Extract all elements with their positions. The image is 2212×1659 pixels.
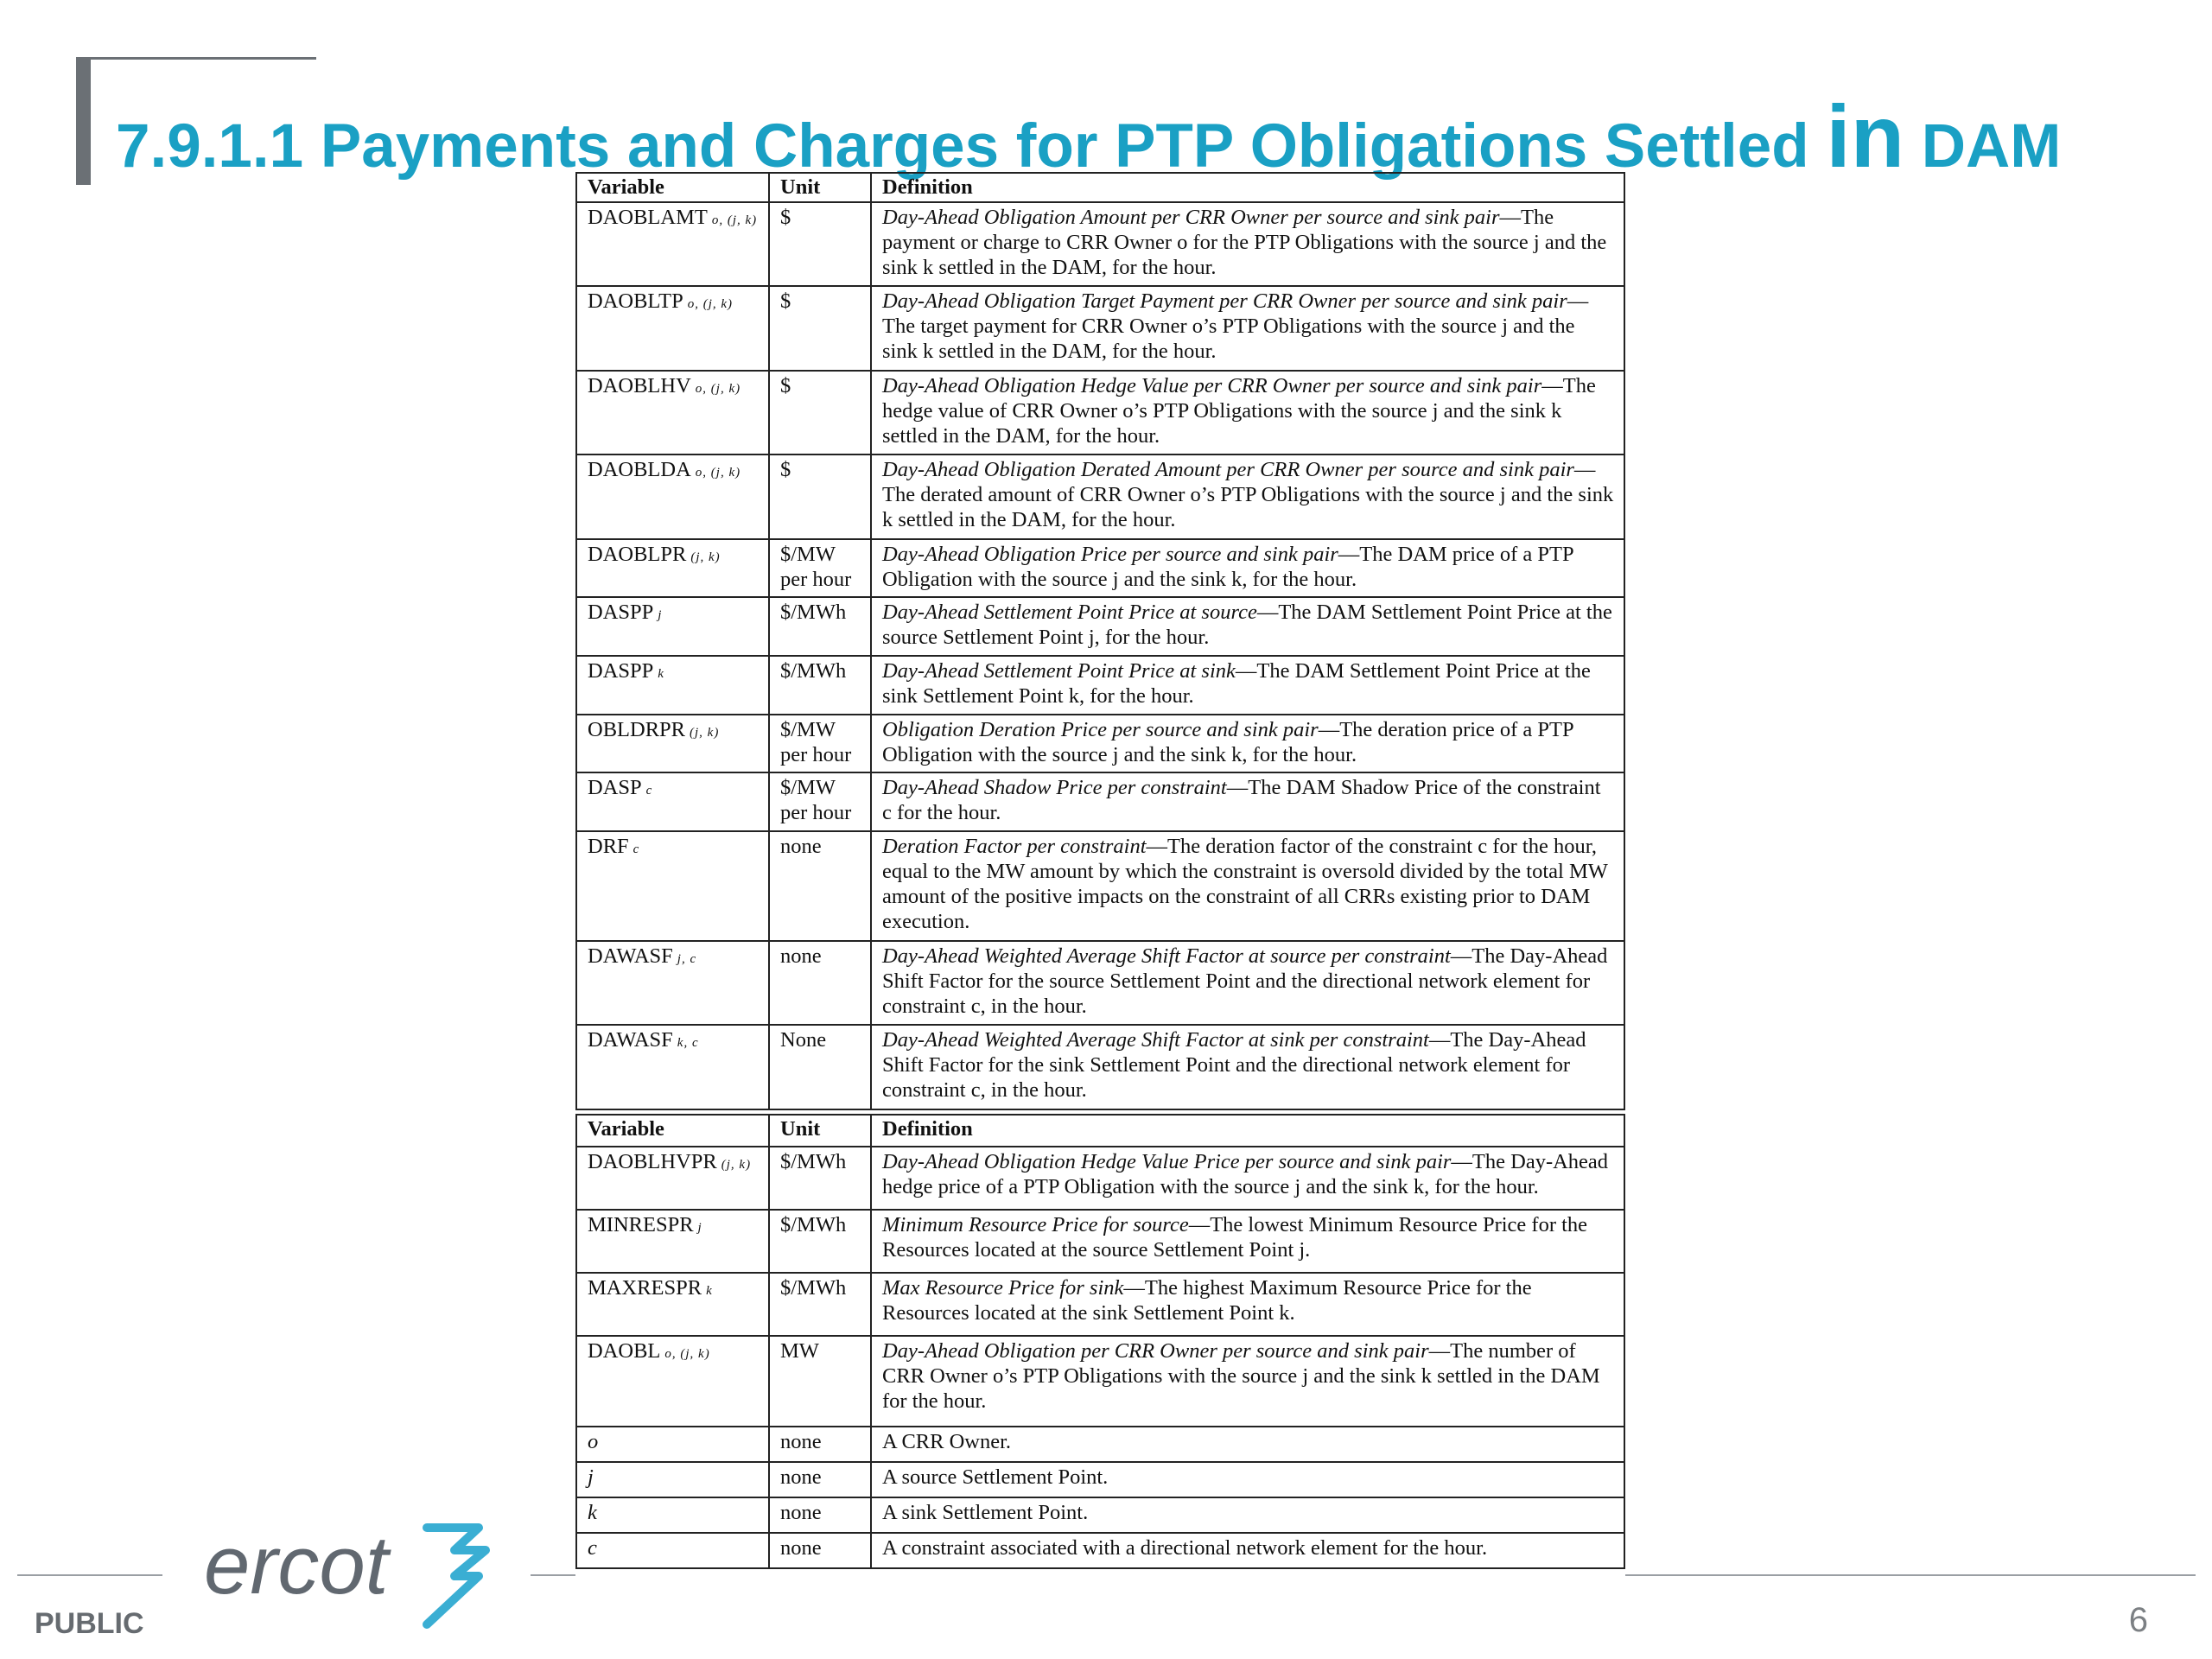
definition-cell [871,656,1624,715]
page-number: 6 [2128,1601,2148,1639]
unit-cell: $/MW per hour [769,539,871,598]
variable-subscript: j, c [677,952,697,967]
definition-cell [871,1497,1624,1533]
definition-text: —The Day-Ahead Shift Factor for the sink Settlement Point and the directional network element for constraint c, in the hour. [882,1028,1586,1103]
definition-text: —The number of CRR Owner o’s PTP Obligations with the source j and the sink k settled in the DAM for the hour. [882,1338,1600,1413]
definition-text: —The derated amount of CRR Owner o’s PTP Obligations with the source j and the sink k settled in the DAM, for the hour. [882,458,1614,532]
definition-cell [871,539,1624,598]
header-unit: Unit [769,1115,871,1147]
definition-text: —The hedge value of CRR Owner o’s PTP Obligations with the source j and the sink k settled in the DAM, for the hour. [882,373,1596,448]
title-main: 7.9.1.1 Payments and Charges for PTP Obligations Settled [116,112,1827,181]
variable-subscript: o, (j, k) [664,1346,710,1361]
unit-cell: $ [769,371,871,454]
table-row [576,1336,1624,1427]
variable-name: j [588,1465,594,1490]
definition-cell [871,1210,1624,1273]
logo-bolt-icon [427,1528,486,1624]
definition-term: Day-Ahead Shadow Price per constraint [882,776,1227,800]
definition-text: A sink Settlement Point. [882,1500,1089,1524]
variable-subscript: k [658,666,664,681]
definition-text: —The DAM Shadow Price of the constraint c for the hour. [882,776,1601,825]
footer-rule-left [17,1574,162,1576]
definition-text: —The DAM Settlement Point Price at the sink Settlement Point k, for the hour. [882,658,1591,708]
variable-cell [576,597,769,656]
variable-cell [576,772,769,831]
variable-name: DAOBL [588,1338,661,1363]
variable-cell [576,286,769,370]
footer-rule-mid [531,1574,575,1576]
table-row [576,454,1624,538]
definition-text: —The DAM price of a PTP Obligation with the source j and the sink k, for the hour. [882,542,1573,591]
variable-subscript: (j, k) [721,1157,752,1172]
variable-name: OBLDRPR [588,717,686,741]
definitions-table-1 [575,172,1625,1110]
variable-cell [576,1497,769,1533]
variable-subscript: k [706,1283,713,1298]
definition-term: Deration Factor per constraint [882,834,1147,858]
header-definition: Definition [871,173,1624,202]
definitions-table-2 [575,1114,1625,1569]
unit-cell: none [769,1462,871,1497]
variable-name: DAOBLDA [588,458,691,482]
definition-cell [871,1273,1624,1336]
definition-term: Day-Ahead Obligation Hedge Value Price per source and sink pair [882,1149,1452,1173]
table-row [576,371,1624,454]
variable-name: c [588,1535,597,1560]
variable-name: o [588,1430,599,1454]
variable-name: DRF [588,834,629,858]
variable-name: DAOBLAMT [588,205,708,229]
definition-cell [871,202,1624,286]
definition-term: Day-Ahead Obligation Amount per CRR Owner per source and sink pair [882,205,1500,229]
variable-cell [576,656,769,715]
unit-cell: none [769,1533,871,1568]
unit-cell: $/MW per hour [769,715,871,773]
variable-subscript: o, (j, k) [711,213,758,227]
variable-name: DASPP [588,658,654,683]
title-accent-bar-top [76,57,316,60]
variable-subscript: (j, k) [690,725,720,740]
unit-cell: $/MWh [769,656,871,715]
variable-subscript: c [632,842,640,856]
unit-cell: none [769,1427,871,1462]
table-row [576,1427,1624,1462]
table-row [576,1147,1624,1210]
variable-cell [576,1273,769,1336]
variable-cell [576,1147,769,1210]
table-header-row [576,173,1624,202]
definition-cell [871,1533,1624,1568]
definition-cell [871,772,1624,831]
logo-wordmark: ercot [204,1519,389,1611]
title-end: DAM [1904,112,2062,181]
variable-name: DAOBLPR [588,542,687,566]
definition-term: Minimum Resource Price for source [882,1212,1189,1236]
definition-term: Obligation Deration Price per source and sink pair [882,717,1319,741]
variable-cell [576,1210,769,1273]
definition-term: Day-Ahead Obligation Hedge Value per CRR Owner per source and sink pair [882,373,1542,397]
variable-cell [576,1336,769,1427]
ercot-logo [204,1514,498,1635]
definition-text: —The Day-Ahead Shift Factor for the source Settlement Point and the directional network element for constraint c, in the hour. [882,944,1608,1019]
table-row [576,286,1624,370]
definition-term: Max Resource Price for sink [882,1275,1124,1300]
header-definition: Definition [871,1115,1624,1147]
table-row [576,715,1624,773]
variable-subscript: o, (j, k) [695,381,741,396]
variable-cell [576,202,769,286]
unit-cell: MW [769,1336,871,1427]
unit-cell: $/MWh [769,1210,871,1273]
unit-cell: $ [769,202,871,286]
variable-subscript: (j, k) [690,550,721,564]
variable-name: MINRESPR [588,1212,694,1236]
variable-cell [576,1025,769,1109]
definition-term: Day-Ahead Settlement Point Price at sink [882,658,1236,683]
variable-name: DASPP [588,601,654,625]
variable-name: k [588,1500,597,1524]
title-in: in [1826,87,1905,186]
variable-subscript: j [658,608,663,623]
definition-text: —The deration factor of the constraint c for the hour, equal to the MW amount by which the constraint is oversold divided by the total MW amount of the positive impacts on the constraint of all CRRs existing prior to DAM execution. [882,834,1608,933]
variable-cell [576,454,769,538]
table-row [576,1533,1624,1568]
definition-term: Day-Ahead Weighted Average Shift Factor at sink per constraint [882,1028,1429,1052]
table-row [576,941,1624,1025]
unit-cell: none [769,941,871,1025]
definition-text: —The target payment for CRR Owner o’s PTP Obligations with the source j and the sink k settled in the DAM, for the hour. [882,289,1589,364]
definition-text: —The Day-Ahead hedge price of a PTP Obligation with the source j and the sink k, for the hour. [882,1149,1609,1198]
definition-cell [871,371,1624,454]
table-row [576,772,1624,831]
table-row [576,1462,1624,1497]
variable-subscript: k, c [677,1036,699,1051]
definition-term: Day-Ahead Obligation Derated Amount per CRR Owner per source and sink pair [882,458,1574,482]
definition-text: —The highest Maximum Resource Price for the Resources located at the sink Settlement Point k. [882,1275,1532,1325]
variable-name: DAOBLTP [588,289,683,314]
definition-text: —The lowest Minimum Resource Price for the Resources located at the source Settlement Point j. [882,1212,1588,1262]
variable-cell [576,1533,769,1568]
variable-cell [576,941,769,1025]
variable-subscript: o, (j, k) [687,297,734,312]
definition-text: —The deration price of a PTP Obligation with the source j and the sink k, for the hour. [882,717,1573,766]
table-row [576,1210,1624,1273]
table-row [576,831,1624,941]
variable-subscript: j [697,1220,702,1235]
title-accent-bar-left [76,57,91,185]
unit-cell: $/MWh [769,597,871,656]
variable-name: DAWASF [588,944,673,969]
variable-cell [576,715,769,773]
variable-subscript: o, (j, k) [695,466,741,480]
definition-text: —The payment or charge to CRR Owner o for the PTP Obligations with the source j and the sink k settled in the DAM, for the hour. [882,205,1607,279]
variable-cell [576,371,769,454]
header-unit: Unit [769,173,871,202]
unit-cell: none [769,831,871,941]
definition-text: A constraint associated with a directional network element for the hour. [882,1535,1488,1560]
definition-cell [871,597,1624,656]
table-row [576,1025,1624,1109]
definition-cell [871,1462,1624,1497]
definition-term: Day-Ahead Obligation Price per source and sink pair [882,542,1338,566]
variable-cell [576,1427,769,1462]
unit-cell: $/MWh [769,1147,871,1210]
table-row [576,1497,1624,1533]
variable-name: DASP [588,776,642,800]
definition-cell [871,941,1624,1025]
definition-term: Day-Ahead Weighted Average Shift Factor at source per constraint [882,944,1451,969]
table-row [576,1273,1624,1336]
definition-cell [871,831,1624,941]
variable-cell [576,831,769,941]
table-row [576,539,1624,598]
variable-subscript: c [645,784,653,798]
table-header-row [576,1115,1624,1147]
table-row [576,202,1624,286]
definition-cell [871,715,1624,773]
unit-cell: none [769,1497,871,1533]
classification-label: PUBLIC [35,1607,144,1640]
variable-name: DAOBLHV [588,373,691,397]
definition-term: Day-Ahead Obligation Target Payment per CRR Owner per source and sink pair [882,289,1567,314]
unit-cell: None [769,1025,871,1109]
table-row [576,597,1624,656]
variable-name: DAWASF [588,1028,673,1052]
unit-cell: $/MW per hour [769,772,871,831]
definition-cell [871,1025,1624,1109]
definition-cell [871,1427,1624,1462]
definition-cell [871,454,1624,538]
header-variable: Variable [576,1115,769,1147]
footer-rule-right [1625,1574,2196,1576]
definition-term: Day-Ahead Settlement Point Price at source [882,601,1257,625]
definition-cell [871,286,1624,370]
variable-name: DAOBLHVPR [588,1149,717,1173]
definition-text: A CRR Owner. [882,1430,1012,1454]
definition-cell [871,1147,1624,1210]
definition-text: A source Settlement Point. [882,1465,1109,1490]
variable-cell [576,539,769,598]
definition-cell [871,1336,1624,1427]
definition-text: —The DAM Settlement Point Price at the source Settlement Point j, for the hour. [882,601,1612,650]
definition-term: Day-Ahead Obligation per CRR Owner per source and sink pair [882,1338,1429,1363]
variable-cell [576,1462,769,1497]
unit-cell: $/MWh [769,1273,871,1336]
unit-cell: $ [769,286,871,370]
variable-name: MAXRESPR [588,1275,702,1300]
table-row [576,656,1624,715]
header-variable: Variable [576,173,769,202]
unit-cell: $ [769,454,871,538]
